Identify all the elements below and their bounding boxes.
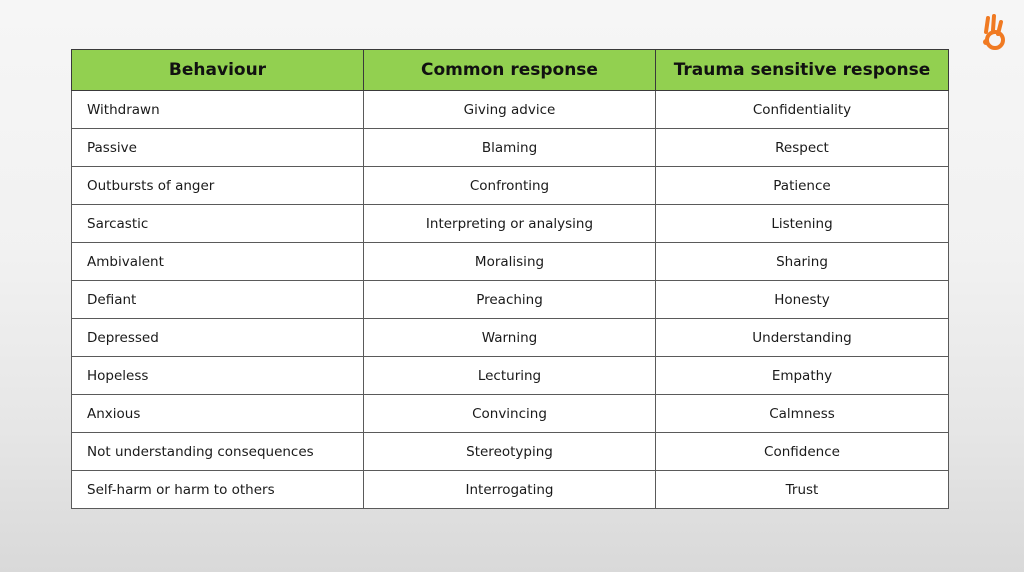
brand-logo-icon bbox=[976, 12, 1012, 52]
behaviour-cell: Sarcastic bbox=[72, 205, 364, 243]
table-row bbox=[72, 433, 949, 471]
common-response-cell: Moralising bbox=[364, 243, 656, 281]
table-row bbox=[72, 91, 949, 129]
behaviour-cell: Not understanding consequences bbox=[72, 433, 364, 471]
trauma-sensitive-response-cell: Empathy bbox=[656, 357, 949, 395]
behaviour-cell: Hopeless bbox=[72, 357, 364, 395]
table-row bbox=[72, 357, 949, 395]
behaviour-cell: Defiant bbox=[72, 281, 364, 319]
table-header-row bbox=[72, 50, 949, 91]
table-row bbox=[72, 319, 949, 357]
common-response-cell: Confronting bbox=[364, 167, 656, 205]
common-response-cell: Giving advice bbox=[364, 91, 656, 129]
trauma-sensitive-response-cell: Listening bbox=[656, 205, 949, 243]
behaviour-cell: Depressed bbox=[72, 319, 364, 357]
behaviour-cell: Withdrawn bbox=[72, 91, 364, 129]
header-behaviour: Behaviour bbox=[72, 50, 364, 91]
behaviour-cell: Outbursts of anger bbox=[72, 167, 364, 205]
table-row bbox=[72, 395, 949, 433]
trauma-sensitive-response-cell: Understanding bbox=[656, 319, 949, 357]
trauma-sensitive-response-cell: Sharing bbox=[656, 243, 949, 281]
common-response-cell: Interrogating bbox=[364, 471, 656, 509]
table-row bbox=[72, 243, 949, 281]
common-response-cell: Stereotyping bbox=[364, 433, 656, 471]
response-table bbox=[71, 49, 949, 509]
table-row bbox=[72, 205, 949, 243]
common-response-cell: Preaching bbox=[364, 281, 656, 319]
common-response-cell: Interpreting or analysing bbox=[364, 205, 656, 243]
response-table-container bbox=[71, 49, 948, 509]
behaviour-cell: Anxious bbox=[72, 395, 364, 433]
common-response-cell: Convincing bbox=[364, 395, 656, 433]
trauma-sensitive-response-cell: Honesty bbox=[656, 281, 949, 319]
table-row bbox=[72, 167, 949, 205]
behaviour-cell: Ambivalent bbox=[72, 243, 364, 281]
trauma-sensitive-response-cell: Confidentiality bbox=[656, 91, 949, 129]
behaviour-cell: Self-harm or harm to others bbox=[72, 471, 364, 509]
table-row bbox=[72, 281, 949, 319]
common-response-cell: Blaming bbox=[364, 129, 656, 167]
common-response-cell: Warning bbox=[364, 319, 656, 357]
header-common-response: Common response bbox=[364, 50, 656, 91]
trauma-sensitive-response-cell: Trust bbox=[656, 471, 949, 509]
trauma-sensitive-response-cell: Respect bbox=[656, 129, 949, 167]
behaviour-cell: Passive bbox=[72, 129, 364, 167]
trauma-sensitive-response-cell: Patience bbox=[656, 167, 949, 205]
trauma-sensitive-response-cell: Calmness bbox=[656, 395, 949, 433]
header-trauma-sensitive-response: Trauma sensitive response bbox=[656, 50, 949, 91]
table-row bbox=[72, 129, 949, 167]
table-row bbox=[72, 471, 949, 509]
common-response-cell: Lecturing bbox=[364, 357, 656, 395]
trauma-sensitive-response-cell: Confidence bbox=[656, 433, 949, 471]
